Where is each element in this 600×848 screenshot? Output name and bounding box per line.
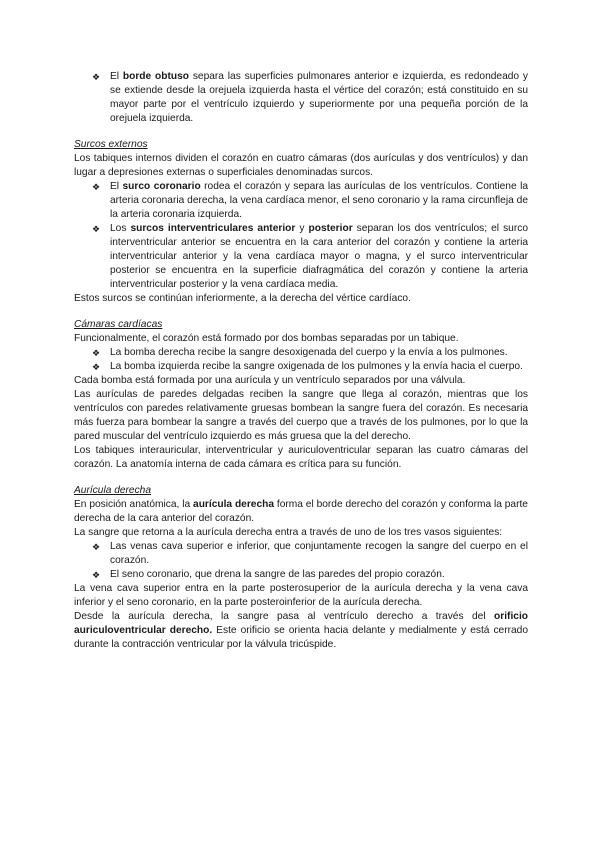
bullet-bomba-derecha: ❖ La bomba derecha recibe la sangre desoxigenada del cuerpo y la envía a los pulmones.	[92, 347, 508, 358]
paragraph: Las aurículas de paredes delgadas reciben la sangre que llega al corazón, mientras que los ventrículos con paredes relativamente gruesas bombean la sangre fuera del corazón. Es necesaria más fuerza para bombear la sangre a través del cuerpo que a través de los pulmones, por lo que la pared muscular del ventrículo izquierdo es más gruesa que la del derecho.	[74, 389, 528, 442]
diamond-bullet-icon: ❖	[92, 182, 101, 192]
document-page	[74, 70, 528, 652]
bullet-surcos-interventriculares: ❖ Los surcos interventriculares anterior y posterior separan los dos ventrículos; el surco interventricular anterior se encuentra en la cara anterior del corazón y contiene la arteria interventricular anterior y la vena cardíaca mayor o magna, y el surco interventricular posterior se encuentra en la superficie diafragmática del corazón y contiene la arteria interventricular posterior y la vena cardíaca media.	[92, 223, 528, 290]
paragraph: Los tabiques internos dividen el corazón en cuatro cámaras (dos aurículas y dos ventrículos) y dan lugar a depresiones externas o superficiales denominadas surcos.	[74, 153, 528, 178]
bullet-borde-obtuso: ❖ El borde obtuso separa las superficies pulmonares anterior e izquierda, es redondeado y se extiende desde la orejuela izquierda hasta el vértice del corazón; está constituido en su mayor parte por el ventrículo izquierdo y superiormente por una pequeña porción de la orejuela izquierda.	[92, 71, 528, 124]
diamond-bullet-icon: ❖	[92, 224, 101, 234]
diamond-bullet-icon: ❖	[92, 542, 101, 552]
section-heading-surcos: Surcos externos	[74, 139, 148, 150]
paragraph: Desde la aurícula derecha, la sangre pasa al ventrículo derecho a través del orificio auriculoventricular derecho. Este orificio se orienta hacia delante y medialmente y está cerrado durante la contracción ventricular por la válvula tricúspide.	[74, 611, 528, 650]
paragraph: La vena cava superior entra en la parte posterosuperior de la aurícula derecha y la vena cava inferior y el seno coronario, en la parte posteroinferior de la aurícula derecha.	[74, 583, 528, 608]
term-borde-obtuso: borde obtuso	[122, 71, 189, 82]
paragraph: Estos surcos se continúan inferiormente, a la derecha del vértice cardíaco.	[74, 293, 411, 304]
bullet-surco-coronario: ❖ El surco coronario rodea el corazón y separa las aurículas de los ventrículos. Contiene la arteria coronaria derecha, la vena cardíaca menor, el seno coronario y la rama circunfleja de la arteria coronaria izquierda.	[92, 181, 529, 220]
section-heading-camaras: Cámaras cardíacas	[74, 319, 163, 330]
paragraph: En posición anatómica, la aurícula derecha forma el borde derecho del corazón y conforma la parte derecha de la cara anterior del corazón.	[74, 499, 528, 524]
bullet-bomba-izquierda: ❖ La bomba izquierda recibe la sangre oxigenada de los pulmones y la envía hacia el cuerpo.	[92, 361, 523, 372]
diamond-bullet-icon: ❖	[92, 362, 101, 372]
bullet-seno-coronario: ❖ El seno coronario, que drena la sangre de las paredes del propio corazón.	[92, 569, 445, 580]
paragraph: Funcionalmente, el corazón está formado por dos bombas separadas por un tabique.	[74, 333, 459, 344]
section-heading-auricula-derecha: Aurícula derecha	[74, 485, 152, 496]
bullet-venas-cava: ❖ Las venas cava superior e inferior, que conjuntamente recogen la sangre del cuerpo en el corazón.	[92, 541, 528, 566]
diamond-bullet-icon: ❖	[92, 72, 101, 82]
paragraph: Cada bomba está formada por una aurícula y un ventrículo separados por una válvula.	[74, 375, 466, 386]
diamond-bullet-icon: ❖	[92, 348, 101, 358]
paragraph: Los tabiques interauricular, interventricular y auriculoventricular separan las cuatro cámaras del corazón. La anatomía interna de cada cámara es crítica para su función.	[74, 445, 528, 470]
paragraph: La sangre que retorna a la aurícula derecha entra a través de uno de los tres vasos siguientes:	[74, 527, 503, 538]
diamond-bullet-icon: ❖	[92, 570, 101, 580]
